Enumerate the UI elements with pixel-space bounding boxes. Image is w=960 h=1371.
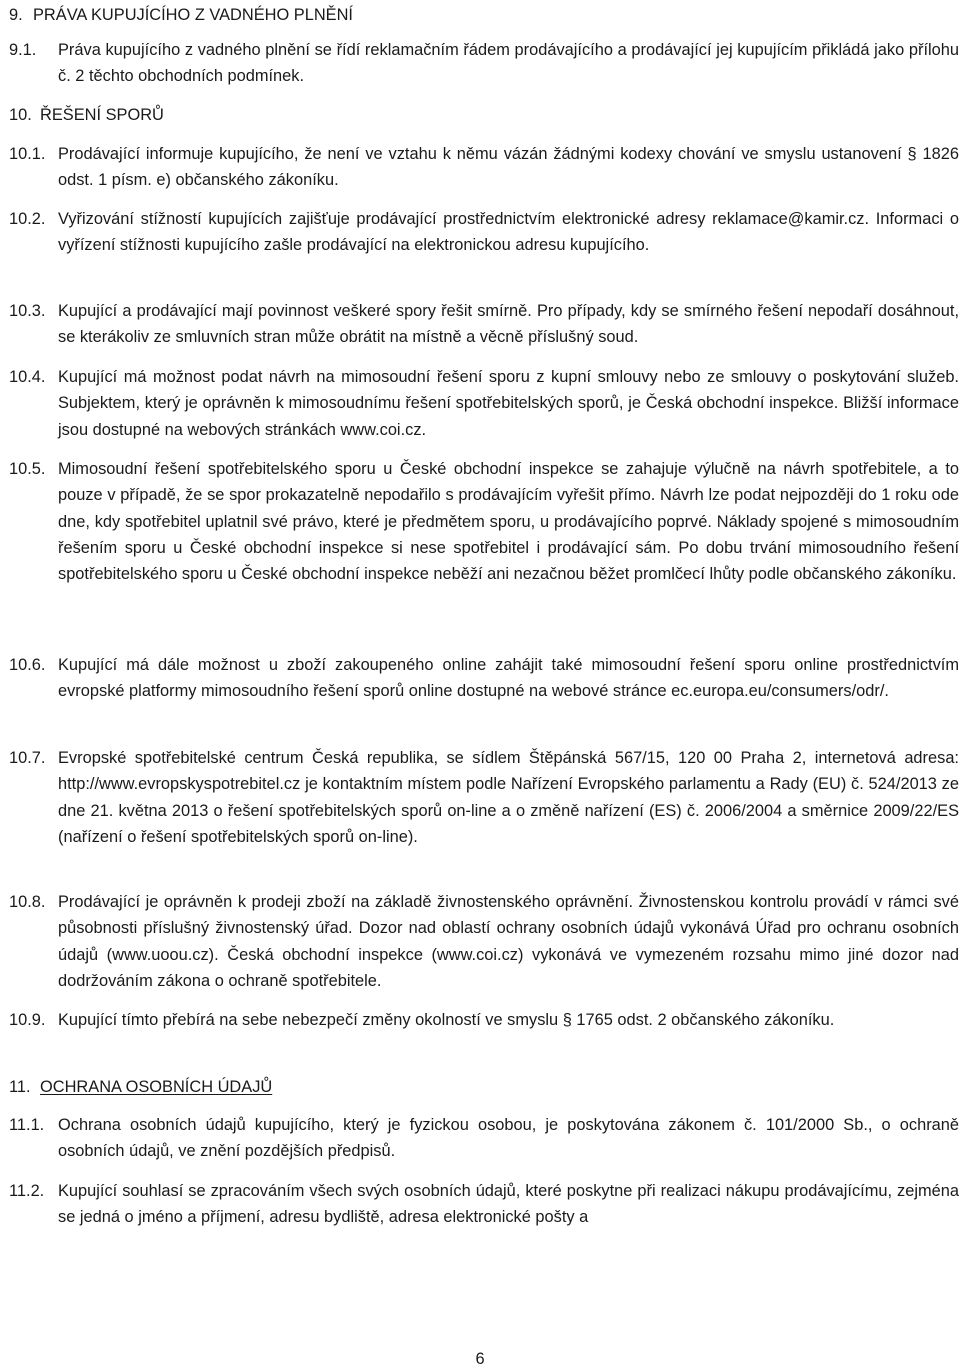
clause-text: Evropské spotřebitelské centrum Česká republika, se sídlem Štěpánská 567/15, 120 00 Praha 2, internetová adresa: http://www.evropskyspotrebitel.cz je kontaktním místem podle Nařízení Evropského parlamentu a Rady (EU) č. 524/2013 ze dne 21. května 2013 o řešení spotřebitelských sporů on-line a o změně nařízení (ES) č. 2006/2004 a směrnice 2009/22/ES (nařízení o řešení spotřebitelských sporů on-line). <box>58 749 959 846</box>
clause-10-6 <box>9 652 959 705</box>
section-title: ŘEŠENÍ SPORŮ <box>40 106 164 124</box>
clause-text: Vyřizování stížností kupujících zajišťuje prodávající prostřednictvím elektronické adresy reklamace@kamir.cz. Informaci o vyřízení stížnosti kupujícího zašle prodávající na elektronickou adresu kupujícího. <box>58 210 959 255</box>
clause-11-2 <box>9 1178 959 1231</box>
clause-10-4 <box>9 364 959 443</box>
clause-number: 10.1. <box>9 145 46 163</box>
clause-text: Kupující souhlasí se zpracováním všech svých osobních údajů, které poskytne při realizaci nákupu prodávajícímu, zejména se jedná o jméno a příjmení, adresu bydliště, adresa elektronické pošty a <box>58 1182 959 1227</box>
clause-text: Prodávající informuje kupujícího, že není ve vztahu k němu vázán žádnými kodexy chování ve smyslu ustanovení § 1826 odst. 1 písm. e) občanského zákoníku. <box>58 145 959 190</box>
clause-10-3 <box>9 298 959 351</box>
clause-number: 10.2. <box>9 210 46 228</box>
clause-number: 11.1. <box>9 1116 45 1134</box>
clause-11-1 <box>9 1112 959 1165</box>
clause-number: 11.2. <box>9 1182 45 1200</box>
clause-text: Práva kupujícího z vadného plnění se řídí reklamačním řádem prodávajícího a prodávající jej kupujícím přikládá jako přílohu č. 2 těchto obchodních podmínek. <box>58 41 959 86</box>
clause-10-8 <box>9 889 959 994</box>
clause-10-1 <box>9 141 959 194</box>
section-number: 10. <box>9 106 32 124</box>
clause-text: Kupující a prodávající mají povinnost veškeré spory řešit smírně. Pro případy, kdy se smírného řešení nepodaří dosáhnout, se kterákoliv ze smluvních stran může obrátit na místně a věcně příslušný soud. <box>58 302 959 347</box>
clause-text: Kupující tímto přebírá na sebe nebezpečí změny okolností ve smyslu § 1765 odst. 2 občanského zákoníku. <box>58 1011 835 1029</box>
clause-10-9 <box>9 1007 959 1033</box>
clause-10-5 <box>9 456 959 587</box>
clause-number: 10.3. <box>9 302 46 320</box>
clause-text: Kupující má dále možnost u zboží zakoupeného online zahájit také mimosoudní řešení sporu online prostřednictvím evropské platformy mimosoudního řešení sporů online dostupné na webové stránce ec.europa.eu/consumers/odr/. <box>58 656 959 701</box>
section-heading-9 <box>9 2 353 28</box>
clause-10-7 <box>9 745 959 850</box>
section-heading-11 <box>9 1074 272 1100</box>
clause-9-1 <box>9 37 959 90</box>
clause-text: Prodávající je oprávněn k prodeji zboží na základě živnostenského oprávnění. Živnostenskou kontrolu provádí v rámci své působnosti příslušný živnostenský úřad. Dozor nad oblastí ochrany osobních údajů vykonává Úřad pro ochranu osobních údajů (www.uoou.cz). Česká obchodní inspekce (www.coi.cz) vykonává ve vymezeném rozsahu mimo jiné dozor nad dodržováním zákona o ochraně spotřebitele. <box>58 893 959 990</box>
section-title: OCHRANA OSOBNÍCH ÚDAJŮ <box>40 1078 273 1096</box>
clause-text: Kupující má možnost podat návrh na mimosoudní řešení sporu z kupní smlouvy nebo ze smlouvy o poskytování služeb. Subjektem, který je oprávněn k mimosoudnímu řešení spotřebitelských sporů, je Česká obchodní inspekce. Bližší informace jsou dostupné na webových stránkách www.coi.cz. <box>58 368 959 439</box>
section-heading-10 <box>9 102 164 128</box>
clause-text: Ochrana osobních údajů kupujícího, který je fyzickou osobou, je poskytována zákonem č. 101/2000 Sb., o ochraně osobních údajů, ve znění pozdějších předpisů. <box>58 1116 959 1161</box>
clause-number: 10.8. <box>9 893 46 911</box>
section-number: 9. <box>9 6 23 24</box>
clause-number: 10.6. <box>9 656 46 674</box>
clause-number: 10.9. <box>9 1011 46 1029</box>
clause-number: 10.7. <box>9 749 46 767</box>
clause-number: 10.4. <box>9 368 46 386</box>
page-number: 6 <box>475 1350 485 1368</box>
section-number: 11. <box>9 1078 31 1096</box>
clause-text: Mimosoudní řešení spotřebitelského sporu u České obchodní inspekce se zahajuje výlučně na návrh spotřebitele, a to pouze v případě, že se spor prokazatelně nepodařilo s prodávajícím vyřešit přímo. Návrh lze podat nejpozději do 1 roku ode dne, kdy spotřebitel uplatnil své právo, které je předmětem sporu, u prodávajícího poprvé. Náklady spojené s mimosoudním řešením sporu u České obchodní inspekce si nese spotřebitel i prodávající sám. Po dobu trvání mimosoudního řešení spotřebitelského sporu u České obchodní inspekce neběží ani nezačnou běžet promlčecí lhůty podle občanského zákoníku. <box>58 460 959 584</box>
clause-number: 10.5. <box>9 460 46 478</box>
clause-10-2 <box>9 206 959 259</box>
clause-number: 9.1. <box>9 41 37 59</box>
section-title: PRÁVA KUPUJÍCÍHO Z VADNÉHO PLNĚNÍ <box>33 6 353 24</box>
